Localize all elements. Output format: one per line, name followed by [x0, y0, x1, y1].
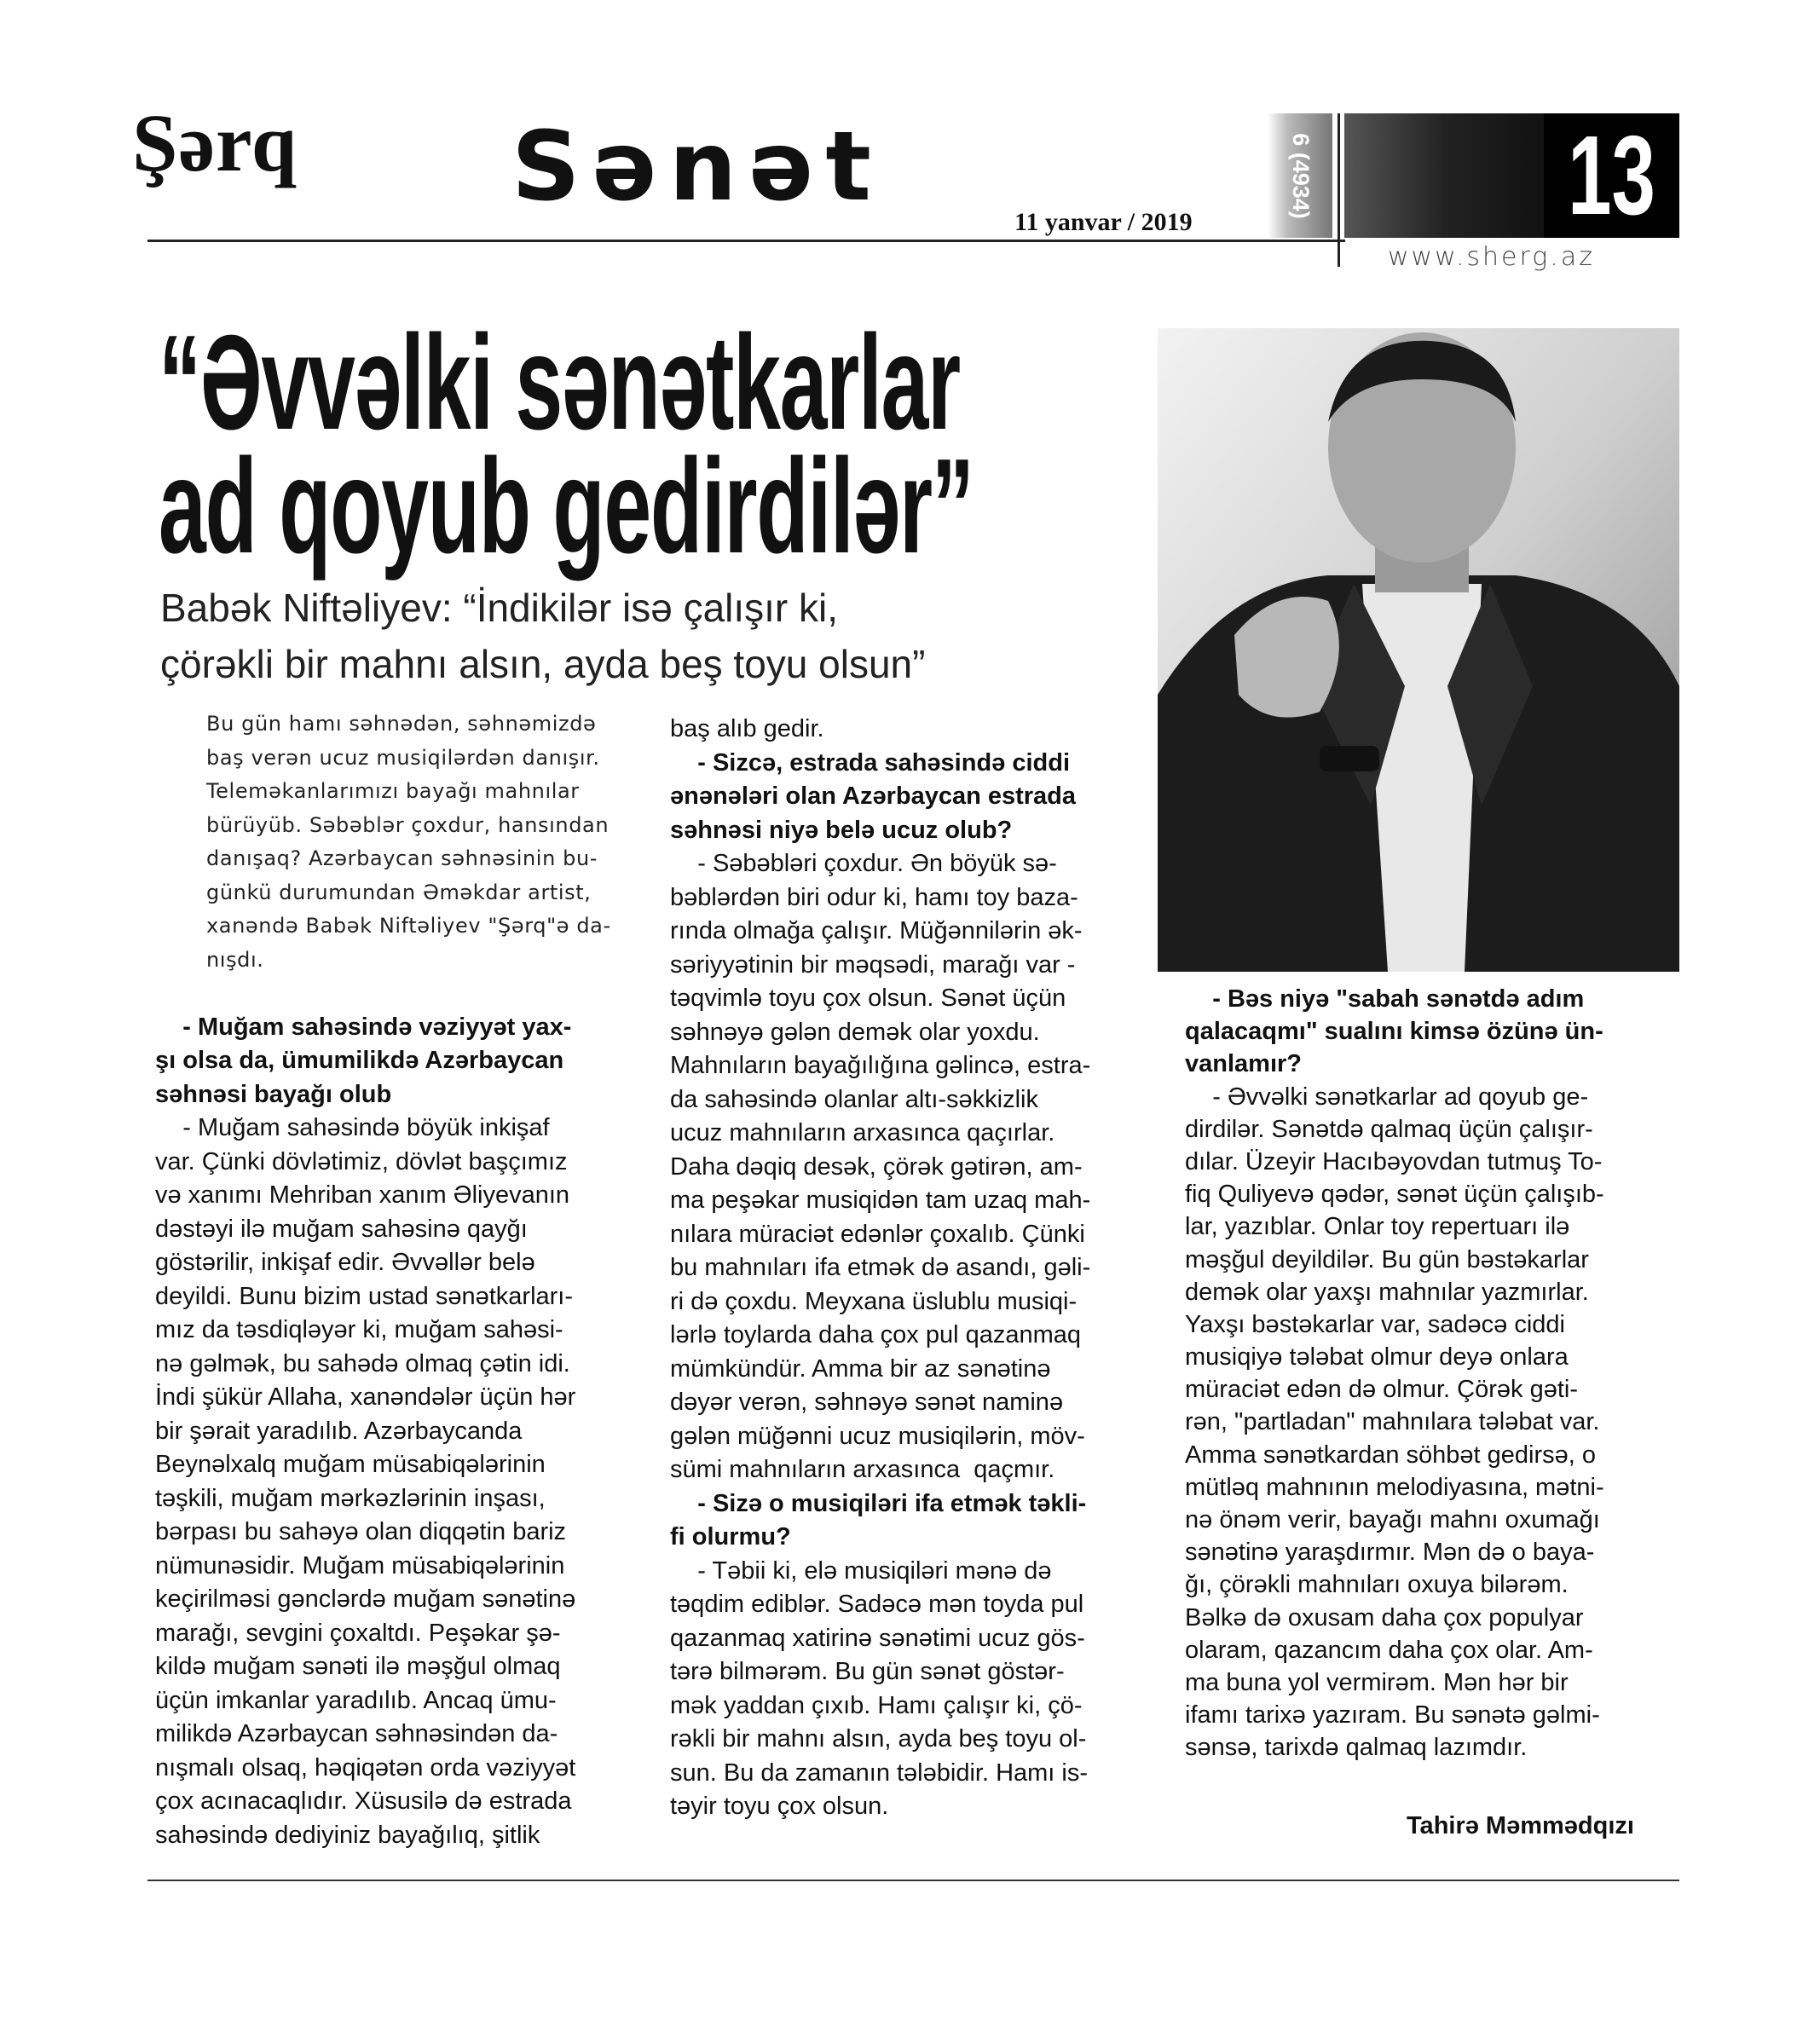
headline-line-1: “Əvvəlki sənətkarlar — [159, 308, 960, 458]
header-rule — [147, 240, 1345, 242]
body-text-line: təqdim ediblər. Sadəcə mən toyda pul — [670, 1591, 1084, 1618]
paragraph-spacer — [155, 977, 620, 1011]
body-text-line: milikdə Azərbaycan səhnəsindən da- — [155, 1720, 558, 1747]
interview-question-line: şı olsa da, ümumilikdə Azərbaycan — [155, 1047, 564, 1074]
interview-question-line: qalacaqmı" sualını kimsə özünə ün- — [1185, 1018, 1603, 1046]
lead-paragraph-line: Bu gün hamı səhnədən, səhnəmizdə — [206, 712, 597, 736]
body-text-line: mək yaddan çıxıb. Hamı çalışır ki, çö- — [670, 1691, 1083, 1719]
page-number: 13 — [1568, 113, 1655, 238]
lead-paragraph-line: baş verən ucuz musiqilərdən danışır. — [206, 745, 600, 770]
headline-line-2: ad qoyub gedirdilər” — [159, 431, 974, 581]
body-text-line: da sahəsində olanlar altı-səkkizlik — [670, 1085, 1038, 1113]
body-text-line: marağı, sevgini çoxaltdı. Peşəkar şə- — [155, 1619, 561, 1647]
interview-question-line: - Muğam sahəsində vəziyyət yax- — [155, 1013, 572, 1041]
body-text-line: sənətinə yaraşdırmır. Mən də o baya- — [1185, 1539, 1595, 1567]
author-byline: Tahirə Məmmədqızı — [1407, 1812, 1634, 1839]
interview-question-line: səhnəsi niyə belə ucuz olub? — [670, 816, 1013, 844]
body-text-line: ifamı tarixə yazıram. Bu sənətə gəlmi- — [1185, 1701, 1600, 1730]
interviewee-photo — [1158, 328, 1679, 972]
body-text-line: mütləq mahnının melodiyasına, mətni- — [1185, 1473, 1604, 1501]
body-text-line: musiqiyə tələbat olmur deyə onlara — [1185, 1343, 1569, 1372]
article-column-2 — [670, 713, 1135, 1824]
body-text-line: sənsə, tarixdə qalmaq lazımdır. — [1185, 1734, 1528, 1762]
body-text-line: ma peşəkar musiqidən tam uzaq mah- — [670, 1187, 1091, 1214]
body-text-line: dılar. Üzeyir Hacıbəyovdan tutmuş To- — [1185, 1147, 1603, 1175]
body-text-line: təşkili, muğam mərkəzlərinin inşası, — [155, 1484, 546, 1512]
body-text-line: səriyyətinin bir məqsədi, marağı var - — [670, 950, 1076, 979]
body-text-line: lar, yazıblar. Onlar toy repertuarı ilə — [1185, 1213, 1570, 1241]
subtitle-line-1: Babək Niftəliyev: “İndikilər isə çalışır ki, — [160, 586, 839, 630]
body-text-line: məşğul deyildilər. Bu gün bəstəkarlar — [1185, 1245, 1589, 1273]
body-text-line: olaram, qazancım daha çox olar. Am- — [1185, 1636, 1593, 1664]
body-text-line: lərlə toylarda daha çox pul qazanmaq — [670, 1321, 1082, 1348]
body-text-line: baş alıb gedir. — [670, 715, 824, 742]
body-text-line: Beynəlxalq muğam müsabiqələrinin — [155, 1451, 546, 1478]
body-text-line: bəblərdən biri odur ki, hamı toy baza- — [670, 883, 1078, 911]
body-text-line: Daha dəqiq desək, çörək gətirən, am- — [670, 1152, 1083, 1181]
interview-question-line: vanlamır? — [1185, 1050, 1302, 1078]
interview-question-line: ənənələri olan Azərbaycan estrada — [670, 783, 1077, 810]
body-text-line: mız da təsdiqləyər ki, muğam sahəsi- — [155, 1316, 563, 1343]
body-text-line: müraciət edən də olmur. Çörək gəti- — [1185, 1376, 1578, 1404]
body-text-line: və xanımı Mehriban xanım Əliyevanın — [155, 1181, 570, 1209]
body-text-line: demək olar yaxşı mahnılar yazmırlar. — [1185, 1278, 1589, 1306]
body-text-line: rən, "partladan" mahnılara tələbat var. — [1185, 1408, 1600, 1436]
body-text-line: Amma sənətkardan söhbət gedirsə, o — [1185, 1441, 1596, 1469]
issue-number — [1268, 113, 1332, 238]
body-text-line: keçirilməsi gənclərdə muğam sənətinə — [155, 1585, 576, 1613]
article-column-1 — [155, 707, 620, 1852]
body-text-line: nışmalı olsaq, həqiqətən orda vəziyyət — [155, 1753, 576, 1782]
interview-question-line: - Sizcə, estrada sahəsində ciddi — [670, 748, 1071, 777]
body-text-line: fiq Quliyevə qədər, sənət üçün çalışıb- — [1185, 1181, 1604, 1209]
body-text-line: rında olmağa çalışır. Müğənnilərin ək- — [670, 917, 1083, 944]
body-text-line: təyir toyu çox olsun. — [670, 1793, 889, 1820]
body-text-line: - Əvvəlki sənətkarlar ad qoyub ge- — [1185, 1083, 1589, 1111]
body-text-line: - Muğam sahəsində böyük inkişaf — [155, 1114, 550, 1141]
body-text-line: Bəlkə də oxusam daha çox populyar — [1185, 1603, 1584, 1631]
body-text-line: gələn müğənni ucuz musiqilərin, möv- — [670, 1422, 1085, 1450]
body-text-line: nümunəsidir. Muğam müsabiqələrinin — [155, 1551, 565, 1579]
issue-date: 11 yanvar / 2019 — [1014, 208, 1193, 236]
body-text-line: nılara müraciət edənlər çoxalıb. Çünki — [670, 1220, 1085, 1248]
body-text-line: deyildi. Bunu bizim ustad sənətkarları- — [155, 1282, 574, 1310]
body-text-line: ğı, çörəkli mahnıları oxuya bilərəm. — [1185, 1571, 1569, 1599]
body-text-line: rəkli bir mahnı alsın, ayda beş toyu ol- — [670, 1725, 1087, 1753]
interview-question-line: - Sizə o musiqiləri ifa etmək təkli- — [670, 1489, 1087, 1517]
body-text-line: nə önəm verir, bayağı mahnı oxumağı — [1185, 1506, 1600, 1533]
body-text-line: bir şərait yaradılıb. Azərbaycanda — [155, 1417, 523, 1445]
body-text-line: göstərilir, inkişaf edir. Əvvəllər belə — [155, 1249, 535, 1276]
body-text-line: ucuz mahnıların arxasınca qaçırlar. — [670, 1119, 1055, 1146]
body-text-line: təqvimlə toyu çox olsun. Sənət üçün — [670, 985, 1066, 1012]
body-text-line: bərpası bu sahəyə olan diqqətin bariz — [155, 1518, 567, 1545]
body-text-line: dirdilər. Sənətdə qalmaq üçün çalışır- — [1185, 1115, 1593, 1143]
body-text-line: İndi şükür Allaha, xanəndələr üçün hər — [155, 1383, 576, 1411]
body-text-line: sun. Bu da zamanın tələbidir. Hamı is- — [670, 1758, 1089, 1787]
body-text-line: var. Çünki dövlətimiz, dövlət başçımız — [155, 1147, 568, 1175]
body-text-line: dəyər verən, səhnəyə sənət naminə — [670, 1389, 1064, 1416]
article-column-3 — [1185, 983, 1675, 1764]
body-text-line: - Səbəbləri çoxdur. Ən böyük sə- — [670, 850, 1057, 877]
body-text-line: nə gəlmək, bu sahədə olmaq çətin idi. — [155, 1349, 570, 1377]
website-url: www.sherg.az — [1388, 242, 1595, 272]
footer-rule — [147, 1880, 1679, 1881]
body-text-line: ma buna yol vermirəm. Mən hər bir — [1185, 1668, 1569, 1696]
lead-paragraph-line: Teleməkanlarımızı bayağı mahnılar — [206, 779, 580, 803]
lead-paragraph-line: danışaq? Azərbaycan səhnəsinin bu- — [206, 846, 598, 870]
body-text-line: sahəsində dediyiniz bayağılıq, şitlik — [155, 1821, 540, 1849]
body-text-line: Yaxşı bəstəkarlar var, sadəcə ciddi — [1185, 1310, 1565, 1338]
body-text-line: səhnəyə gələn demək olar yoxdu. — [670, 1018, 1040, 1046]
body-text-line: Mahnıların bayağılığına gəlincə, estra- — [670, 1052, 1091, 1079]
body-text-line: qazanmaq xatirinə sənətimi ucuz gös- — [670, 1624, 1085, 1652]
interview-question-line: fi olurmu? — [670, 1523, 791, 1551]
body-text-line: ri də çoxdu. Meyxana üslublu musiqi- — [670, 1287, 1078, 1315]
body-text-line: kildə muğam sənəti ilə məşğul olmaq — [155, 1653, 561, 1680]
newspaper-logo: Şərq — [132, 97, 298, 188]
body-text-line: çox acınacaqlıdır. Xüsusilə də estrada — [155, 1787, 572, 1815]
body-text-line: bu mahnıları ifa etmək də asandı, gəli- — [670, 1254, 1091, 1281]
subtitle-line-2: çörəkli bir mahnı alsın, ayda beş toyu olsun” — [160, 642, 926, 686]
body-text-line: tərə bilmərəm. Bu gün sənət göstər- — [670, 1658, 1065, 1685]
lead-paragraph-line: xanəndə Babək Niftəliyev "Şərq"ə da- — [206, 914, 611, 938]
body-text-line: dəstəyi ilə muğam sahəsinə qayğı — [155, 1215, 528, 1243]
body-text-line: sümi mahnıların arxasınca qaçmır. — [670, 1456, 1055, 1483]
lead-paragraph-line: bürüyüb. Səbəblər çoxdur, hansından — [206, 812, 610, 837]
body-text-line: - Təbii ki, elə musiqiləri mənə də — [670, 1556, 1052, 1585]
interview-question-line: - Bəs niyə "sabah sənətdə adım — [1185, 985, 1585, 1013]
header-divider — [1338, 113, 1340, 267]
interview-question-line: səhnəsi bayağı olub — [155, 1080, 392, 1108]
body-text-line: üçün imkanlar yaradılıb. Ancaq ümu- — [155, 1686, 557, 1714]
body-text-line: mümkündür. Amma bir az sənətinə — [670, 1354, 1051, 1383]
issue-number-text: 6 (4934) — [1287, 132, 1314, 219]
lead-paragraph-line: nışdı. — [206, 947, 264, 972]
lead-paragraph-line: günkü durumundan Əməkdar artist, — [206, 880, 592, 904]
section-title: Sənət — [511, 112, 883, 222]
